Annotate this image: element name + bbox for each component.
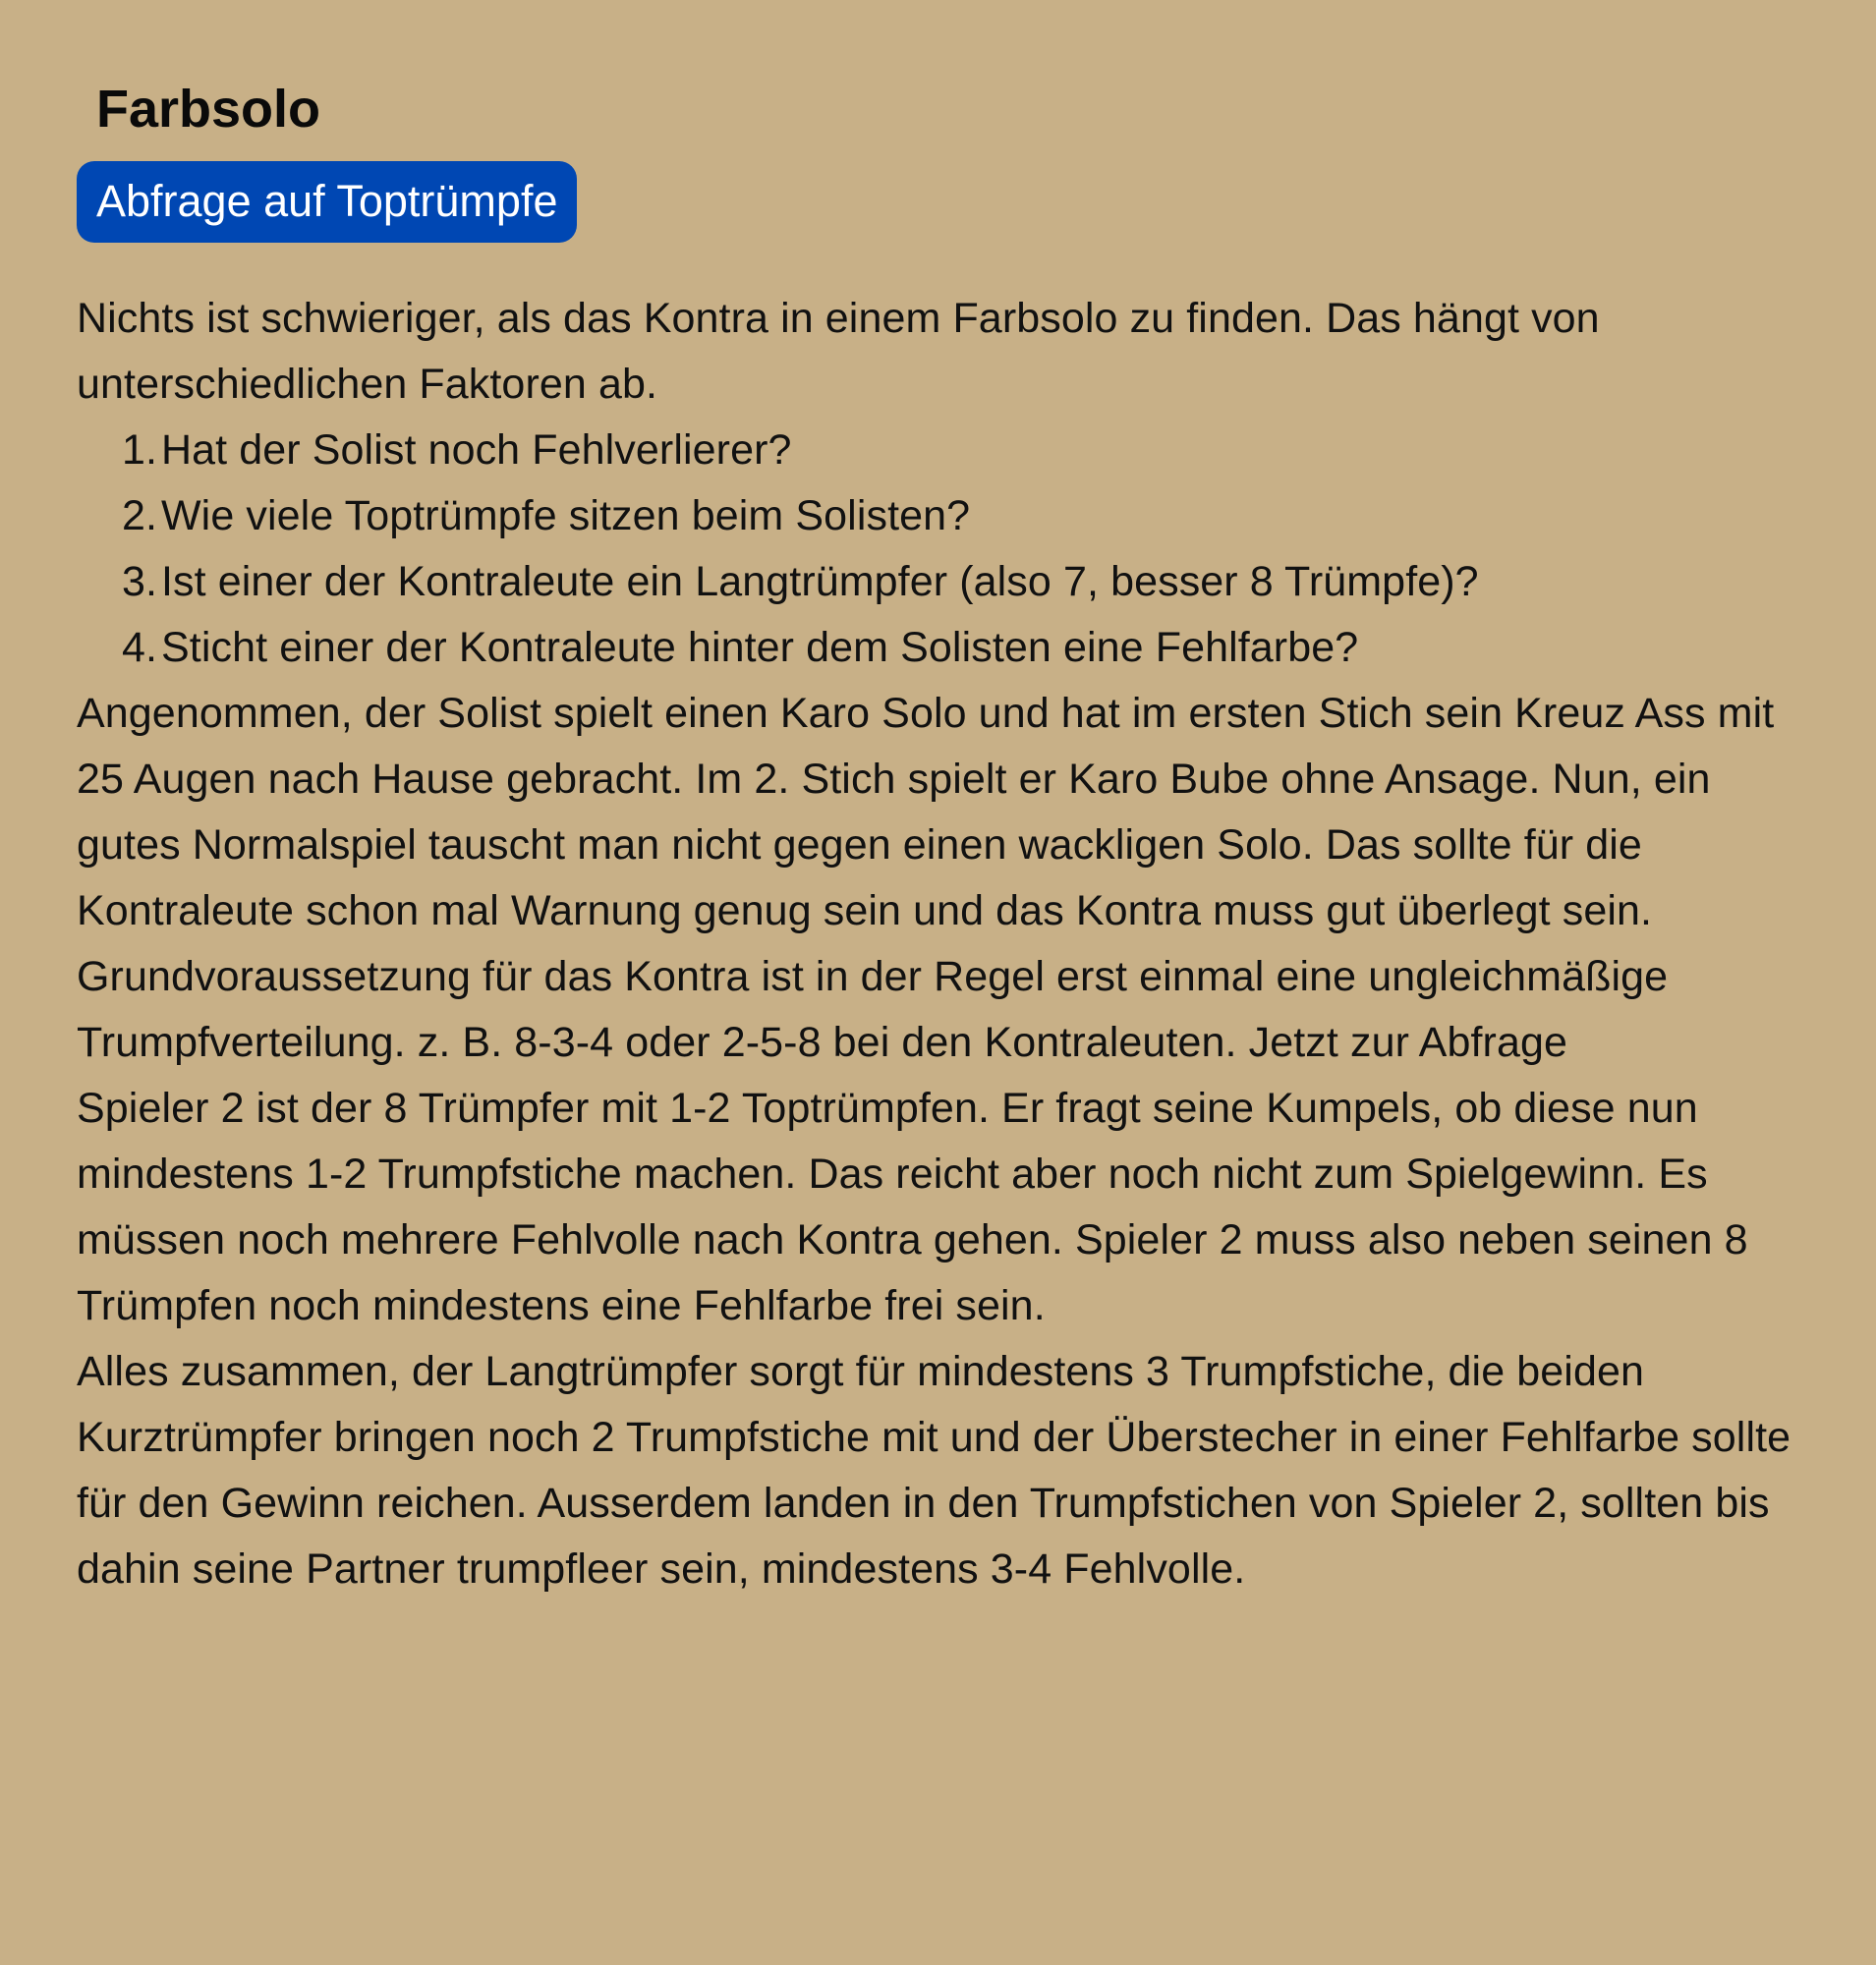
page-title: Farbsolo (96, 80, 321, 139)
list-item-number: 3. (121, 558, 157, 605)
list-item (77, 549, 1826, 615)
list-item-number: 1. (121, 426, 157, 474)
paragraph-player-two: Spieler 2 ist der 8 Trümpfer mit 1-2 Toptrümpfen. Er fragt seine Kumpels, ob diese nun mindestens 1-2 Trumpfstiche machen. Das reicht aber noch nicht zum Spielgewinn. Es müssen noch mehrere Fehlvolle nach Kontra gehen. Spieler 2 muss also neben seinen 8 Trümpfen noch mindestens eine Fehlfarbe frei sein. (77, 1085, 1748, 1329)
list-item (77, 418, 1826, 483)
list-item-text: Wie viele Toptrümpfe sitzen beim Solisten? (161, 492, 971, 539)
paragraph-prerequisite: Grundvoraussetzung für das Kontra ist in der Regel erst einmal eine ungleichmäßige Trumpfverteilung. z. B. 8-3-4 oder 2-5-8 bei den Kontraleuten. Jetzt zur Abfrage (77, 953, 1669, 1066)
list-item-number: 4. (121, 624, 157, 671)
list-item-number: 2. (121, 492, 157, 539)
paragraph-summary: Alles zusammen, der Langtrümpfer sorgt für mindestens 3 Trumpfstiche, die beiden Kurztrümpfer bringen noch 2 Trumpfstiche mit und der Überstecher in einer Fehlfarbe sollte für den Gewinn reichen. Ausserdem landen in den Trumpfstichen von Spieler 2, sollten bis dahin seine Partner trumpfleer sein, mindestens 3-4 Fehlvolle. (77, 1348, 1791, 1593)
paragraph-scenario: Angenommen, der Solist spielt einen Karo Solo und hat im ersten Stich sein Kreuz Ass mit 25 Augen nach Hause gebracht. Im 2. Stich spielt er Karo Bube ohne Ansage. Nun, ein gutes Normalspiel tauscht man nicht gegen einen wackligen Solo. Das sollte für die Kontraleute schon mal Warnung genug sein und das Kontra muss gut überlegt sein. (77, 690, 1775, 934)
section-badge: Abfrage auf Toptrümpfe (77, 161, 577, 243)
document-page (77, 71, 1826, 1602)
question-list (77, 418, 1826, 681)
list-item-text: Ist einer der Kontraleute ein Langtrümpfer (also 7, besser 8 Trümpfe)? (161, 558, 1479, 605)
list-item (77, 615, 1826, 681)
article-body (77, 286, 1826, 1602)
intro-paragraph: Nichts ist schwieriger, als das Kontra in einem Farbsolo zu finden. Das hängt von unterschiedlichen Faktoren ab. (77, 295, 1600, 408)
list-item (77, 483, 1826, 549)
list-item-text: Sticht einer der Kontraleute hinter dem Solisten eine Fehlfarbe? (161, 624, 1359, 671)
list-item-text: Hat der Solist noch Fehlverlierer? (161, 426, 792, 474)
